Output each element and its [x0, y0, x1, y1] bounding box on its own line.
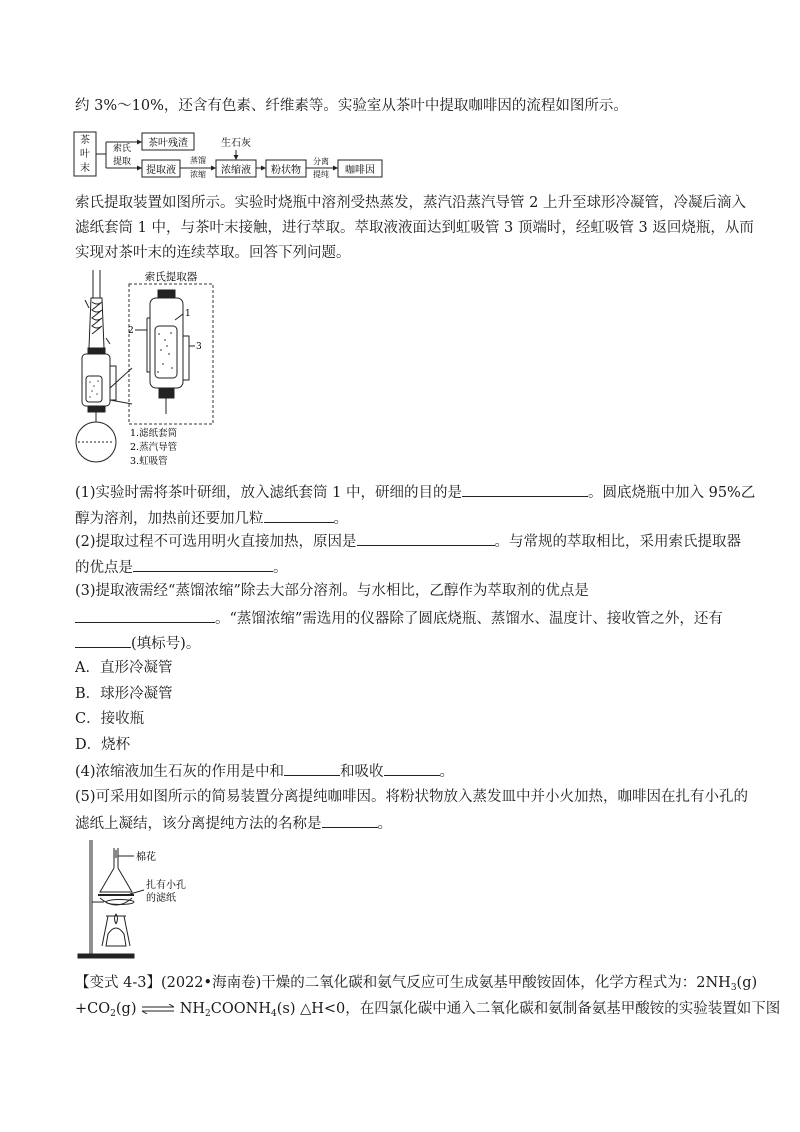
intro-line-3: 滤纸套筒 1 中，与茶叶末接触，进行萃取。萃取液液面达到虹吸管 3 顶端时，经虹吸管 3 返回烧瓶，从而 [75, 220, 754, 236]
eq-co2: +CO [75, 1001, 111, 1017]
question-3-line-2 [75, 607, 723, 629]
intro-line-1: 约 3%～10%，还含有色素、纤维素等。实验室从茶叶中提取咖啡因的流程如图所示。 [75, 98, 628, 114]
q4-text-b: 和吸收 [340, 764, 384, 780]
option-b[interactable]: B．球形冷凝管 [75, 686, 173, 702]
flow-step1-top: 索氏 [112, 144, 132, 154]
variant-label: 【变式 4-3】 [75, 975, 161, 991]
question-5-line-1: (5)可采用如图所示的简易装置分离提纯咖啡因。将粉状物放入蒸发皿中并小火加热，咖啡因在扎有小孔的 [75, 789, 749, 805]
legend-3: 3.虹吸管 [130, 456, 168, 467]
flow-step1-bottom: 提取 [112, 157, 132, 167]
eq-co2-state: (g) [115, 1001, 137, 1017]
eq-product-sub-1: 2 [205, 1009, 211, 1019]
q2-text-c: 的优点是 [75, 560, 133, 576]
option-c[interactable]: C．接收瓶 [75, 711, 145, 727]
flow-product: 咖啡因 [345, 165, 375, 176]
flow-lime: 生石灰 [221, 138, 251, 149]
question-1-line-1 [75, 481, 755, 503]
answer-blank-q3-choice[interactable] [75, 632, 131, 648]
label-cotton: 棉花 [136, 852, 156, 863]
flow-step3-top: 分离 [313, 157, 329, 166]
question-3-line-1: (3)提取液需经“蒸馏浓缩”除去大部分溶剂。与水相比，乙醇作为萃取剂的优点是 [75, 583, 589, 599]
variant-source: (2022•海南卷) [160, 975, 262, 991]
variant-text-1: 干燥的二氧化碳和氨气反应可生成氨基甲酸铵固体，化学方程式为：2NH [261, 975, 731, 991]
label-num-3: 3 [196, 342, 202, 352]
question-4-line-1 [75, 760, 454, 782]
intro-line-2: 索氏提取装置如图所示。实验时烧瓶中溶剂受热蒸发，蒸汽沿蒸汽导管 2 上升至球形冷凝管，冷凝后滴入 [75, 195, 746, 211]
q5-text-b: 滤纸上凝结，该分离提纯方法的名称是 [75, 816, 322, 832]
q2-text-b: 。与常规的萃取相比，采用索氏提取器 [494, 534, 742, 550]
answer-blank-q2-advantage[interactable] [133, 556, 273, 572]
flow-step2-top: 蒸馏 [190, 156, 206, 165]
flow-step3-bottom: 提纯 [313, 170, 329, 179]
eq-co2-sub: 2 [110, 1009, 116, 1019]
q1-text-b: 。圆底烧瓶中加入 95%乙 [587, 485, 756, 501]
label-filter-paper-2: 的滤纸 [146, 893, 176, 904]
answer-blank-q4-absorb[interactable] [384, 760, 440, 776]
q1-text-c: 醇为溶剂，加热前还要加几粒 [75, 511, 264, 527]
reversible-arrow-icon [141, 1004, 175, 1014]
legend-1: 1.滤纸套筒 [130, 428, 178, 439]
q1-text-a: (1)实验时需将茶叶研细，放入滤纸套筒 1 中，研细的目的是 [75, 485, 462, 501]
option-d[interactable]: D．烧杯 [75, 737, 131, 753]
legend-2: 2.蒸汽导管 [130, 442, 178, 453]
q3-text-b: 。“蒸馏浓缩”需选用的仪器除了圆底烧瓶、蒸馏水、温度计、接收管之外，还有 [215, 611, 723, 627]
variant-text-1-end: (g) [736, 975, 758, 991]
variant-line-2 [75, 999, 780, 1019]
label-num-1: 1 [185, 309, 191, 319]
q2-text-d: 。 [273, 560, 288, 576]
flow-start-char3: 末 [80, 163, 90, 174]
extraction-flow-chart [72, 128, 402, 180]
question-3-line-3 [75, 632, 200, 654]
flow-powder: 粉状物 [271, 165, 301, 176]
eq-product-a: NH [179, 1001, 206, 1017]
q3-text-c: (填标号)。 [131, 636, 201, 652]
eq-product-sub-2: 4 [270, 1009, 277, 1019]
extractor-title: 索氏提取器 [144, 271, 198, 283]
soxhlet-extractor-detail [125, 268, 215, 473]
answer-blank-q1-purpose[interactable] [462, 481, 588, 497]
q2-text-a: (2)提取过程不可选用明火直接加热，原因是 [75, 534, 357, 550]
answer-blank-q1-additive[interactable] [264, 507, 334, 523]
eq-tail-text: (s) △H<0，在四氯化碳中通入二氧化碳和氨制备氨基甲酸铵的实验装置如下图 [276, 1001, 781, 1017]
answer-blank-q2-reason[interactable] [357, 530, 495, 546]
flow-extract: 提取液 [146, 165, 176, 176]
q5-text-c: 。 [377, 816, 392, 832]
label-num-2: 2 [128, 326, 134, 336]
flow-step2-bottom: 浓缩 [190, 170, 206, 179]
label-filter-paper-1: 扎有小孔 [146, 880, 186, 891]
answer-blank-q4-neutralize[interactable] [284, 760, 340, 776]
question-1-line-2 [75, 507, 348, 529]
option-a[interactable]: A．直形冷凝管 [75, 660, 173, 676]
q4-text-a: (4)浓缩液加生石灰的作用是中和 [75, 764, 285, 780]
flow-start-char2: 叶 [80, 149, 90, 160]
question-2-line-2 [75, 556, 288, 578]
answer-blank-q3-advantage[interactable] [75, 607, 215, 623]
intro-line-4: 实现对茶叶末的连续萃取。回答下列问题。 [75, 245, 351, 261]
flow-residue: 茶叶残渣 [148, 138, 188, 149]
question-5-line-2 [75, 812, 392, 834]
q4-text-c: 。 [439, 764, 455, 780]
q1-text-d: 。 [333, 511, 348, 527]
sublimation-apparatus-figure [72, 838, 212, 960]
eq-product-b: COONH [210, 1001, 271, 1017]
variant-line-1 [75, 973, 757, 993]
flow-concentrate: 浓缩液 [221, 165, 251, 176]
variant-sub-nh3: 3 [730, 983, 737, 993]
question-2-line-1 [75, 530, 741, 552]
answer-blank-q5-method[interactable] [322, 812, 378, 828]
flow-start-char1: 茶 [80, 135, 90, 146]
